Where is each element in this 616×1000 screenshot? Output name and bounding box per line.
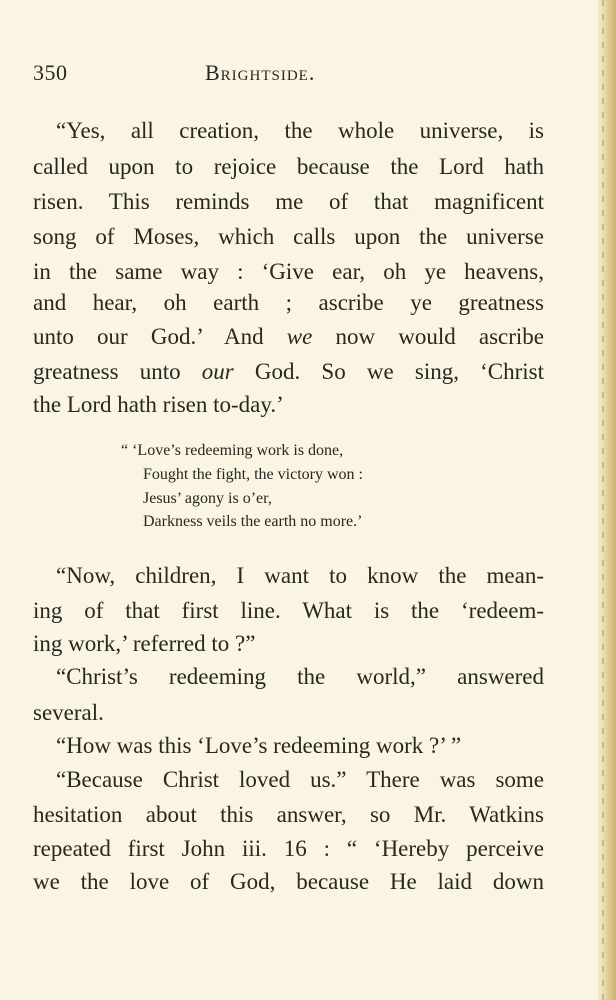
paragraph-1-line-9: the Lord hath risen to-day.’ bbox=[33, 392, 284, 417]
paragraph-1-line-5: in the same way : ‘Give ear, oh ye heavens, bbox=[33, 259, 544, 284]
paragraph-5-line-3: repeated first John iii. 16 : “ ‘Hereby perceive bbox=[33, 836, 544, 861]
verse-line-3: Jesus’ agony is o’er, bbox=[143, 490, 272, 507]
paragraph-1-line-4: song of Moses, which calls upon the universe bbox=[33, 224, 544, 249]
running-header bbox=[33, 60, 543, 92]
verse-line-1: “ ‘Love’s redeeming work is done, bbox=[121, 442, 344, 459]
paragraph-5-line-4: we the love of God, because He laid down bbox=[33, 869, 544, 894]
line-7-text-a: unto our God.’ And bbox=[33, 324, 287, 349]
running-title: Brightside. bbox=[205, 60, 316, 85]
paragraph-1-line-2: called upon to rejoice because the Lord hath bbox=[33, 154, 544, 179]
line-8-text-a: greatness unto bbox=[33, 359, 202, 384]
paragraph-1-line-8 bbox=[33, 357, 544, 387]
paragraph-1-line-7 bbox=[33, 322, 544, 352]
paragraph-4-line-1: “How was this ‘Love’s redeeming work ?’ ” bbox=[56, 733, 462, 758]
paragraph-1-line-6: and hear, oh earth ; ascribe ye greatness bbox=[33, 290, 544, 315]
line-7-text-b: now would ascribe bbox=[312, 324, 544, 349]
paragraph-2-line-3: ing work,’ referred to ?” bbox=[33, 631, 256, 656]
emphasis-we: we bbox=[286, 324, 313, 349]
page-number: 350 bbox=[33, 60, 68, 85]
verse-line-2: Fought the fight, the victory won : bbox=[143, 466, 363, 483]
paragraph-1-line-1: “Yes, all creation, the whole universe, is bbox=[56, 118, 544, 143]
paragraph-5-line-1: “Because Christ loved us.” There was some bbox=[56, 767, 544, 792]
line-8-text-b: God. So we sing, ‘Christ bbox=[233, 359, 545, 384]
page-edge bbox=[598, 0, 616, 1000]
paragraph-2-line-2: ing of that first line. What is the ‘redeem- bbox=[33, 598, 544, 623]
verse-line-4: Darkness veils the earth no more.’ bbox=[143, 513, 363, 530]
paragraph-5-line-2: hesitation about this answer, so Mr. Watkins bbox=[33, 802, 544, 827]
paragraph-1-line-3: risen. This reminds me of that magnificent bbox=[33, 189, 544, 214]
paragraph-3-line-2: several. bbox=[33, 700, 104, 725]
paragraph-3-line-1: “Christ’s redeeming the world,” answered bbox=[56, 664, 544, 689]
paragraph-2-line-1: “Now, children, I want to know the mean- bbox=[56, 563, 544, 588]
emphasis-our: our bbox=[201, 359, 234, 384]
